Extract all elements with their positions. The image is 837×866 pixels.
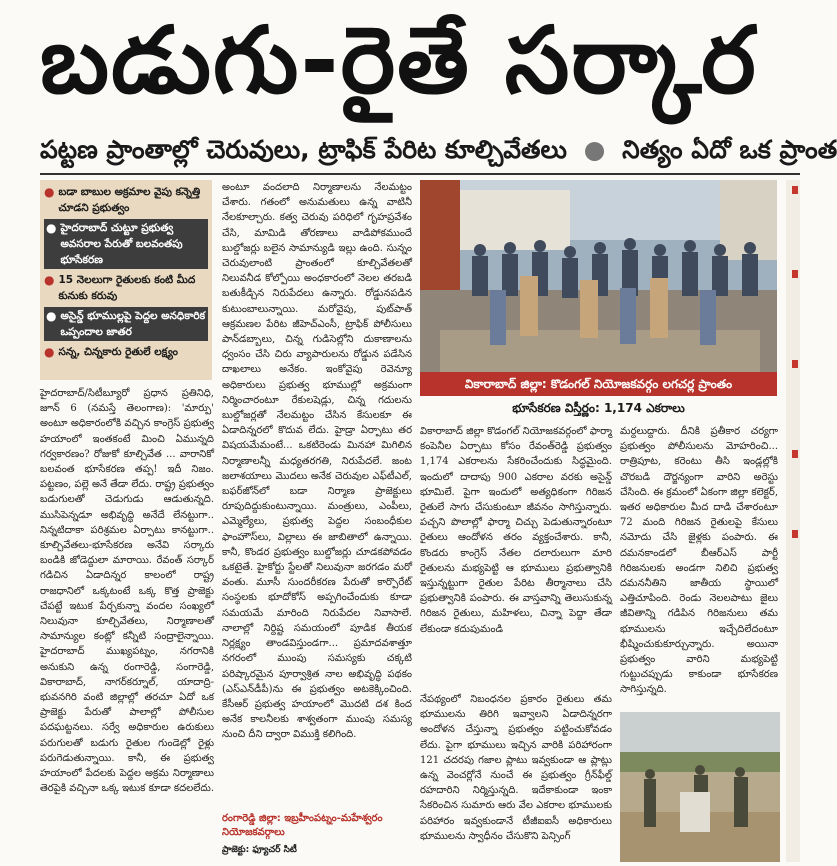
divider-rule <box>40 173 800 175</box>
photo-caption: వికారాబాద్ జిల్లా: కొడంగల్ నియోజకవర్గం లగచర్ల ప్రాంతం <box>420 372 777 396</box>
bullet-dot-icon: ● <box>583 135 606 164</box>
sub-section-heading: రంగారెడ్డి జిల్లా: ఇబ్రహీంపట్నం-మహేశ్వరం నియోజకవర్గాలు <box>222 813 383 838</box>
bullet-icon: ● <box>46 221 57 235</box>
edge-mark <box>792 270 798 278</box>
bullet-icon: ● <box>46 309 57 323</box>
article-column-5: నేపథ్యంలో నిబంధనల ప్రకారం రైతులు తమ భూములను తిరిగి ఇవ్వాలని ఏడాదిన్నరగా అందోళన చేస్తున్నా ప్రభుత్వం పట్టించుకోవడం లేదు. పైగా భూములు ఇచ్చిన వారికి పరిహారంగా 121 చదరపు గజాల ప్లాటు ఇవ్వకుండా ఆ ప్లాట్లు ఉన్న వెంచర్లోనే నుంచే ఈ ప్రభుత్వం గ్రీన్‌ఫీల్డ్ రహదారిని నిర్మిస్తున్నది. ఇదేకాకుండా ఇంకా సేకరించిన సుమారు ఆరు వేల ఎకరాల భూములకు పరిహారం ఇవ్వకుండానే టీజీఐఐసీ అధికారులు భూములను స్వాధీనం చేసుకొని పెన్సింగ్ <box>420 694 612 842</box>
field-photo-image <box>620 712 780 862</box>
edge-mark <box>792 186 798 194</box>
bullet-icon: ● <box>44 345 55 359</box>
article-column-2: అంటూ వందలాది నిర్మాణాలను నేలమట్టం చేశారు. గతంలో అనుమతులు ఉన్న వాటినీ నేలకూల్చారు. కత్వ చెరువు పరిధిలో గృహప్రవేశం చేసి, మామిడి తోరణాలు వాడిపోకముందే బుల్డోజర్లు బలైన సామాన్యుడి ఇల్లు ఉంది. సున్నం చెరువులాంటి ప్రాంతంలో కూల్చివేతలతో నిలువనీడ కోల్పోయి అంధకారంలో నెలల తరబడి బతుకీడ్చిన నిరుపేదలు ఉన్నారు. రోడ్డునపడిన కుటుంబాలున్నాయి. మరోవైపు, పుట్‌పాత్ ఆక్రమణల పేరిట జీహెచ్ఎంసీ, ట్రాఫిక్ పోలీసులు పాన్‌డబ్బాలు, చిన్న గుడిసెల్లోని దుకాణాలను ధ్వంసం చేసి చిరు వ్యాపారులను రోడ్డున పడేసిన దాఖలాలు అనేకం. ఇంకోవైపు రెవెన్యూ అధికారులు ప్రభుత్వ భూముల్లో అక్రమంగా నిర్మించారంటూ రేకులషెడ్లు, చిన్న గదులను బుల్డోజర్లతో నేలమట్టం చేసిన కేసులకూ ఈ ఏడాదిన్నరలో కొదువ లేదు. హైడ్రా ఏర్పాటు తర విషయమేమంటే... ఒకటిరెండు మినహా మిగిలిన నిర్మాణాలన్నీ మధ్యతరగతి, నిరుపేదలే. జంట జలాశయాలు మొదలు అనేక చెరువుల ఎఫ్‌టీఎల్, బఫర్‌జోన్‌లో బడా నిర్మాణ ప్రాజెక్టులు రూపుదిద్దుకుంటున్నాయి. మంత్రులు, ఎంపీలు, ఎమ్మెల్యేలు, ప్రభుత్వ పెద్దల సంబంధీకుల ఫాంహౌస్‌లు, విల్లాలు ఈ జాబితాలో ఉన్నాయి. కానీ, కొండర ప్రభుత్వం బుల్డోజర్లు చూడకపోవడం ఒకటైతే. హైకోర్టు స్టేలతో నిలువునా జరగడం మరో వంతు. మూసీ సుందరీకరణ పేరుతో కార్పొరేట్ సంస్థలకు భూదోకోస్ అప్పగించేందుకు కూడా సమయమే మారింది నిరుపేదల నివాసాలే. నాలాల్లో నిర్దిష్ట సమయంలో పూడిక తీయక నిర్లక్ష్యం తాండవిస్తుండగా... ప్రమాదవశాత్తూ నగరంలో ముంపు సమస్యకు చక్కటి పరిష్కారమైన పూర్వాశ్రిత నాల అభివృద్ధి పథకం (ఎస్ఎన్‌డీపీ)ను ఈ ప్రభుత్వం అటకెక్కించింది. కేసీఆర్ ప్రభుత్వ హయాంలో మొదటి దశ కింద అనేక కాలనీలకు శాశ్వతంగా ముంపు సమస్య నుంచి దీని ద్వారా విముక్తి కలిగింది. <box>222 182 412 741</box>
headline: బడుగు-రైతే సర్కార <box>40 7 758 114</box>
bullet-icon: ● <box>44 185 55 199</box>
crowd-photo-image <box>420 180 777 372</box>
highlight-item: ● హైదరాబాద్ చుట్టూ ప్రభుత్వ అవసరాల పేరుతో బలవంతపు భూసేకరణ <box>44 219 208 269</box>
bullet-icon: ● <box>44 273 55 287</box>
article-column-3: వికారాబాద్ జిల్లా కొడంగల్ నియోజకవర్గంలో ఫార్మా కంపెనీల ఏర్పాటు కోసం రేవంత్‌రెడ్డి ప్రభుత్వం 1,174 ఎకరాలను సేకరించేందుకు సిద్ధమైంది. ఇందులో దాదాపు 900 ఎకరాల వరకు అసైన్డ్ భూమిలే. పైగా ఇందులో అత్యధికంగా గిరిజన రైతులే సాగు చేసుకుంటూ జీవనం సాగిస్తున్నారు. పచ్చని పొలాల్లో ఫార్మా చిచ్చు పెడుతున్నారంటూ రైతులు ఆందోళన తరం వ్యక్తంచేశారు. కానీ, కొండరు కాంగ్రెస్ నేతల దలారులుగా మారి రైతులను మభ్యపెట్టి ఆ భూములు ప్రభుత్వానికి ఇస్తున్నట్టుగా రైతుల పేరిట తీర్మానాలు చేసి ప్రభుత్వానికి పంపారు. ఈ వాస్తవాన్ని తెలుసుకున్న గిరిజన రైతులు, మహిళలు, చిన్నా పెద్దా తేడా లేకుండా కదుపుమండి <box>420 426 612 635</box>
edge-mark <box>792 360 798 368</box>
photo-subcaption: భూసేకరణ విస్తీర్ణం: 1,174 ఎకరాలు <box>512 401 685 415</box>
news-photo-field <box>620 712 780 862</box>
highlight-item: ● 15 నెలలుగా రైతులకు కంటి మీద కునుకు కరువు <box>44 273 196 302</box>
edge-mark <box>792 450 798 458</box>
article-column-4: మర్దలుద్దారు. దీనికి ప్రతీకార చర్యగా ప్రభుత్వం పోలీసులను మోహరించి... రాత్రిపూట, కరెంటు తీసి ఇండ్లల్లోకి చొరబడి దౌర్జన్యంగా వారిని అరెస్టు చేసింది. ఈ క్రమంలో ఏకంగా జిల్లా కలెక్టర్, ఇతర అధికారుల మీద దాడి చేశారంటూ 72 మంది గిరిజన రైతులపై కేసులు నమోదు చేసి జైళ్లకు పంపారు. ఈ దమనకాండలో బీఆర్ఎస్ పార్టీ గిరిజనులకు అండగా నిలిచి ప్రభుత్వ దమననీతిని జాతీయ స్థాయిలో ఎత్తిచూపింది. రెండు నెలలపాటు జైలు జీవితాన్ని గడిపిన గిరిజనులు తమ భూములను ఇచ్చేదిలేదంటూ భీష్మించుకుకూర్చున్నారు. అయినా ప్రభుత్వం వారిని మభ్యపెట్టి గుట్టుచప్పుడు కాకుండా భూసేకరణ సాగిస్తున్నది. <box>620 426 778 696</box>
highlights-box <box>40 180 212 380</box>
sub-section-project: ప్రాజెక్టు: ఫ్యూచర్ సిటీ <box>222 845 297 855</box>
news-photo-crowd <box>420 180 777 372</box>
highlight-item: ● బడా బాబుల అక్రమాల వైపు కన్నెత్తి చూడని ప్రభుత్వం <box>44 185 201 214</box>
subhead-left: పట్టణ ప్రాంతాల్లో చెరువులు, ట్రాఫిక్ పేరిట కూల్చివేతలు <box>40 135 567 164</box>
subhead-right: నిత్యం ఏదో ఒక ప్రాంత <box>622 135 837 164</box>
adjacent-column-edge <box>786 180 800 862</box>
highlight-item: ● సన్న, చిన్నకారు రైతులే లక్ష్యం <box>44 345 178 359</box>
subhead <box>40 128 837 172</box>
article-column-1: హైదరాబాద్/సిటీబ్యూరో ప్రధాన ప్రతినిధి, జూన్ 6 (నమస్తే తెలంగాణ): 'మార్పు' అంటూ అధికారంలోకి వచ్చిన కాంగ్రెస్ ప్రభుత్వ హయాంలో ఇంతకంటే మించి ఏమున్నది గర్వకారణం? రోజుకో కూల్చివేత ... వారానికో బలవంత భూసేకరణ తప్ప! ఇదీ నిజం. పట్టణం, పల్లె అనే తేడా లేదు. రాష్ట్ర ప్రభుత్వం బడుగులతో చెడుగుడు ఆడుతున్నది. ముసిపెన్నడూ అభివృద్ధి అనేదే లేనట్టుగా.. నిన్నటిదాకా పరిశ్రమల ఏర్పాటు కానట్టుగా.. కూల్చివేతలు-భూసేకరణ అనేవి సర్కారు బండికి జోడెద్దులా మారాయి. రేవంత్ సర్కార్ గడిచిన ఏడాదిన్నర కాలంలో రాష్ట్ర రాజధానిలో ఒక్కటంటే ఒక్క కొత్త ప్రాజెక్టు చేపట్టే ఇటుక పేర్చకున్నా వందల సంఖ్యలో నిలువునా కూల్చివేతలు, నిర్మాణాలతో సామాన్యుల కంట్లో కన్నీటి సంద్రాలైన్నాయి. హైదరాబాద్ ముఖ్యపట్నం, నగరానికి అనుకుని ఉన్న రంగారెడ్డి, సంగారెడ్డి, వికారాబాద్, నాగర్‌కర్నూల్, యాదాద్రి-భువనగిరి వంటి జిల్లాల్లో తరచూ ఏదో ఒక ప్రాజెక్టు పేరుతో పాలాల్లో పోలీసుల పదఘట్టనలు. సర్వే అధికారుల ఉరుకులు పరుగులతో బడుగు రైతుల గుండెల్లో రైళ్లు పరుగెడుతున్నాయి. కానీ, ఈ ప్రభుత్వ హయాంలో పేదలకు పెద్దల అక్రమ నిర్మాణాలు తెరపైకి వచ్చినా ఒక్క ఇటుక కూడా కదలలేదు. <box>40 388 215 795</box>
edge-mark <box>792 530 798 538</box>
highlight-item: ● అసైన్డ్ భూముల్లపై పెద్దల అనధికారిక ఒప్పందాల జాతర <box>44 307 208 341</box>
